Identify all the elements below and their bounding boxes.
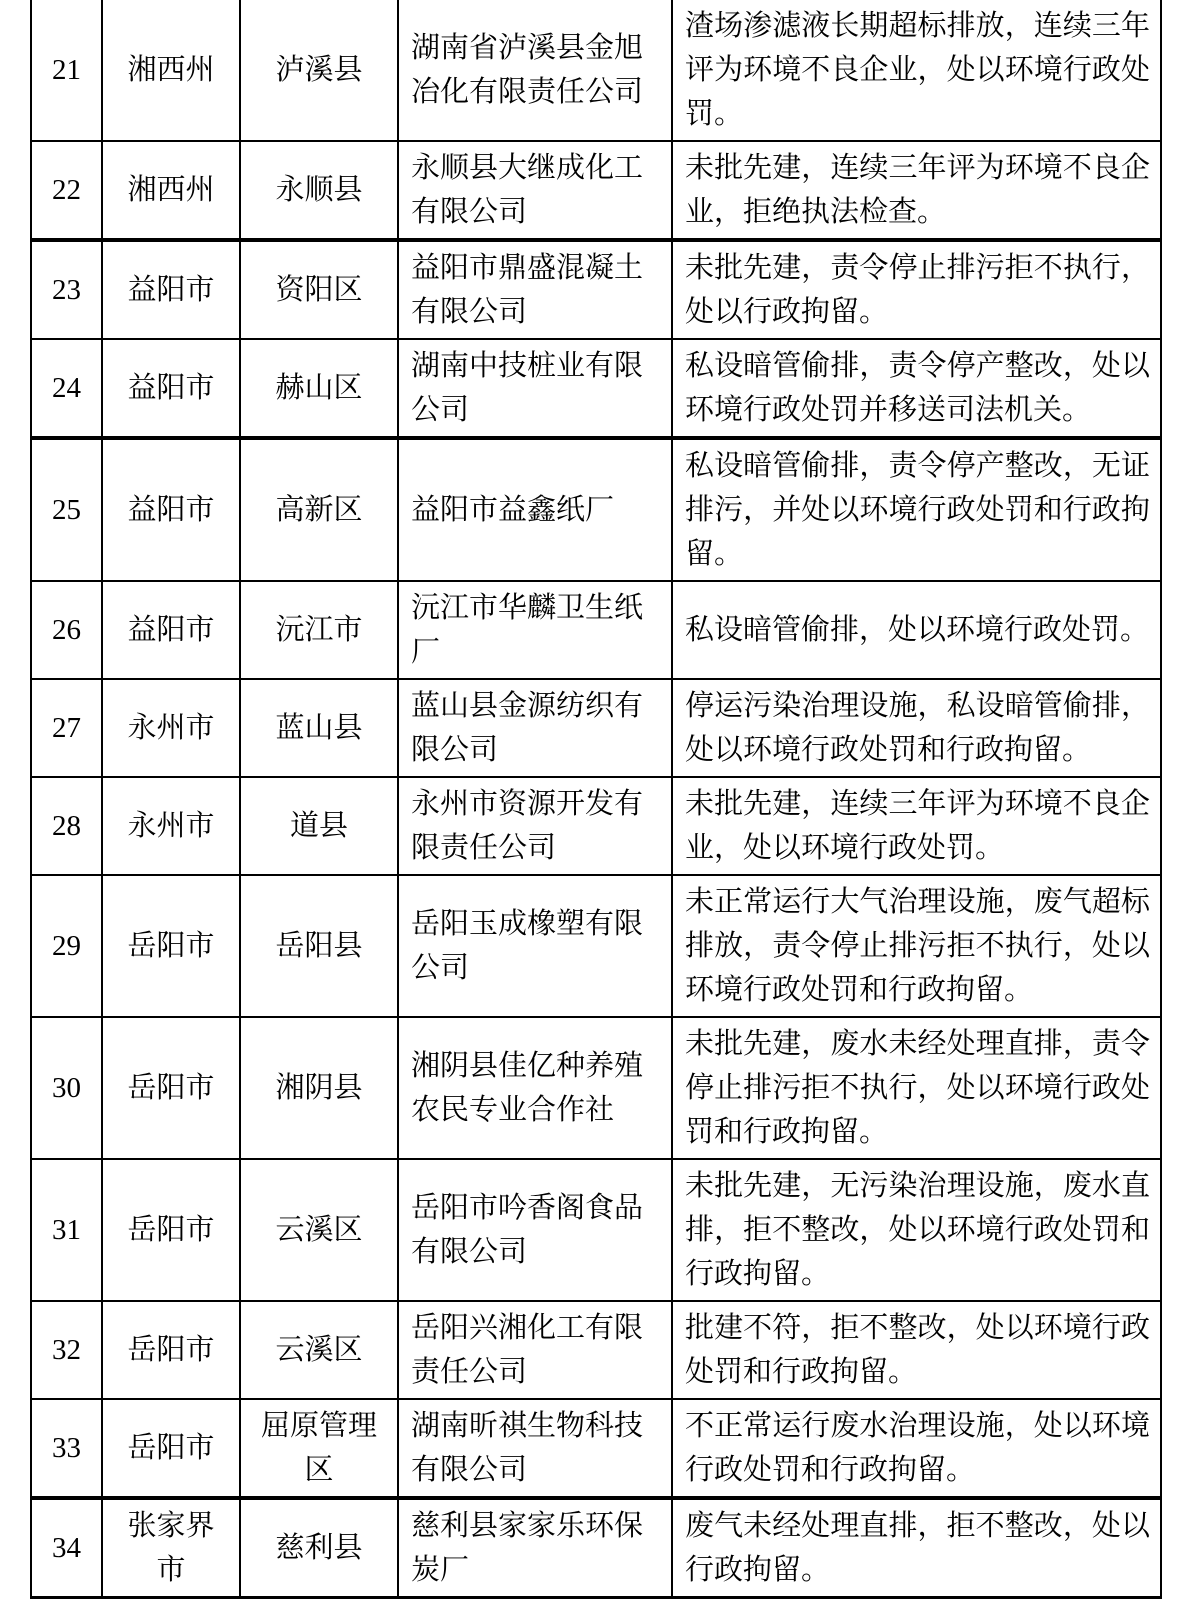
county-cell: 蓝山县 — [240, 679, 398, 777]
violation-cell: 批建不符，拒不整改，处以环境行政处罚和行政拘留。 — [672, 1301, 1161, 1399]
table-row — [31, 679, 1161, 777]
table-row — [31, 1399, 1161, 1498]
city-cell: 岳阳市 — [102, 1017, 240, 1159]
city-cell: 益阳市 — [102, 438, 240, 581]
violation-cell: 未批先建，无污染治理设施，废水直排，拒不整改，处以环境行政处罚和行政拘留。 — [672, 1159, 1161, 1301]
county-cell: 云溪区 — [240, 1301, 398, 1399]
table-row — [31, 438, 1161, 581]
row-number-cell: 30 — [31, 1017, 102, 1159]
company-cell: 沅江市华麟卫生纸厂 — [398, 581, 672, 679]
county-cell: 屈原管理区 — [240, 1399, 398, 1498]
county-cell: 慈利县 — [240, 1498, 398, 1598]
violation-cell: 未批先建，废水未经处理直排，责令停止排污拒不执行，处以环境行政处罚和行政拘留。 — [672, 1017, 1161, 1159]
row-number-cell: 26 — [31, 581, 102, 679]
company-cell: 蓝山县金源纺织有限公司 — [398, 679, 672, 777]
table-row — [31, 777, 1161, 875]
city-cell: 岳阳市 — [102, 1399, 240, 1498]
city-cell: 岳阳市 — [102, 1301, 240, 1399]
row-number-cell: 32 — [31, 1301, 102, 1399]
county-cell: 赫山区 — [240, 339, 398, 438]
table-row — [31, 875, 1161, 1017]
county-cell: 泸溪县 — [240, 0, 398, 141]
company-cell: 湖南中技桩业有限公司 — [398, 339, 672, 438]
county-cell: 云溪区 — [240, 1159, 398, 1301]
violation-cell: 废气未经处理直排，拒不整改，处以行政拘留。 — [672, 1498, 1161, 1598]
table-row — [31, 581, 1161, 679]
row-number-cell: 22 — [31, 141, 102, 240]
city-cell: 张家界市 — [102, 1498, 240, 1598]
violation-cell: 私设暗管偷排，责令停产整改，无证排污，并处以环境行政处罚和行政拘留。 — [672, 438, 1161, 581]
city-cell: 岳阳市 — [102, 1159, 240, 1301]
city-cell: 益阳市 — [102, 240, 240, 339]
company-cell: 湘阴县佳亿种养殖农民专业合作社 — [398, 1017, 672, 1159]
table-row — [31, 339, 1161, 438]
county-cell: 资阳区 — [240, 240, 398, 339]
company-cell: 岳阳玉成橡塑有限公司 — [398, 875, 672, 1017]
row-number-cell: 29 — [31, 875, 102, 1017]
table-row — [31, 1301, 1161, 1399]
violation-cell: 不正常运行废水治理设施，处以环境行政处罚和行政拘留。 — [672, 1399, 1161, 1498]
company-cell: 湖南昕祺生物科技有限公司 — [398, 1399, 672, 1498]
violation-cell: 渣场渗滤液长期超标排放，连续三年评为环境不良企业，处以环境行政处罚。 — [672, 0, 1161, 141]
company-cell: 慈利县家家乐环保炭厂 — [398, 1498, 672, 1598]
row-number-cell: 28 — [31, 777, 102, 875]
county-cell: 沅江市 — [240, 581, 398, 679]
city-cell: 益阳市 — [102, 339, 240, 438]
violation-cell: 未批先建，责令停止排污拒不执行，处以行政拘留。 — [672, 240, 1161, 339]
violation-cell: 私设暗管偷排，处以环境行政处罚。 — [672, 581, 1161, 679]
county-cell: 岳阳县 — [240, 875, 398, 1017]
row-number-cell: 21 — [31, 0, 102, 141]
company-cell: 岳阳市吟香阁食品有限公司 — [398, 1159, 672, 1301]
violation-records-table-wrap — [30, 0, 1162, 1599]
company-cell: 益阳市益鑫纸厂 — [398, 438, 672, 581]
county-cell: 永顺县 — [240, 141, 398, 240]
violation-cell: 停运污染治理设施，私设暗管偷排，处以环境行政处罚和行政拘留。 — [672, 679, 1161, 777]
city-cell: 永州市 — [102, 777, 240, 875]
company-cell: 永州市资源开发有限责任公司 — [398, 777, 672, 875]
table-row — [31, 1159, 1161, 1301]
violation-cell: 私设暗管偷排，责令停产整改，处以环境行政处罚并移送司法机关。 — [672, 339, 1161, 438]
city-cell: 岳阳市 — [102, 875, 240, 1017]
county-cell: 高新区 — [240, 438, 398, 581]
row-number-cell: 33 — [31, 1399, 102, 1498]
row-number-cell: 23 — [31, 240, 102, 339]
city-cell: 湘西州 — [102, 141, 240, 240]
row-number-cell: 31 — [31, 1159, 102, 1301]
company-cell: 湖南省泸溪县金旭冶化有限责任公司 — [398, 0, 672, 141]
row-number-cell: 27 — [31, 679, 102, 777]
company-cell: 岳阳兴湘化工有限责任公司 — [398, 1301, 672, 1399]
table-row — [31, 141, 1161, 240]
city-cell: 益阳市 — [102, 581, 240, 679]
table-row — [31, 1498, 1161, 1598]
violation-cell: 未正常运行大气治理设施，废气超标排放，责令停止排污拒不执行，处以环境行政处罚和行政拘留。 — [672, 875, 1161, 1017]
company-cell: 益阳市鼎盛混凝土有限公司 — [398, 240, 672, 339]
county-cell: 道县 — [240, 777, 398, 875]
row-number-cell: 25 — [31, 438, 102, 581]
city-cell: 永州市 — [102, 679, 240, 777]
table-row — [31, 0, 1161, 141]
table-row — [31, 240, 1161, 339]
company-cell: 永顺县大继成化工有限公司 — [398, 141, 672, 240]
county-cell: 湘阴县 — [240, 1017, 398, 1159]
row-number-cell: 34 — [31, 1498, 102, 1598]
violation-records-table — [30, 0, 1162, 1599]
violation-cell: 未批先建，连续三年评为环境不良企业，拒绝执法检查。 — [672, 141, 1161, 240]
city-cell: 湘西州 — [102, 0, 240, 141]
violation-cell: 未批先建，连续三年评为环境不良企业，处以环境行政处罚。 — [672, 777, 1161, 875]
table-row — [31, 1017, 1161, 1159]
row-number-cell: 24 — [31, 339, 102, 438]
